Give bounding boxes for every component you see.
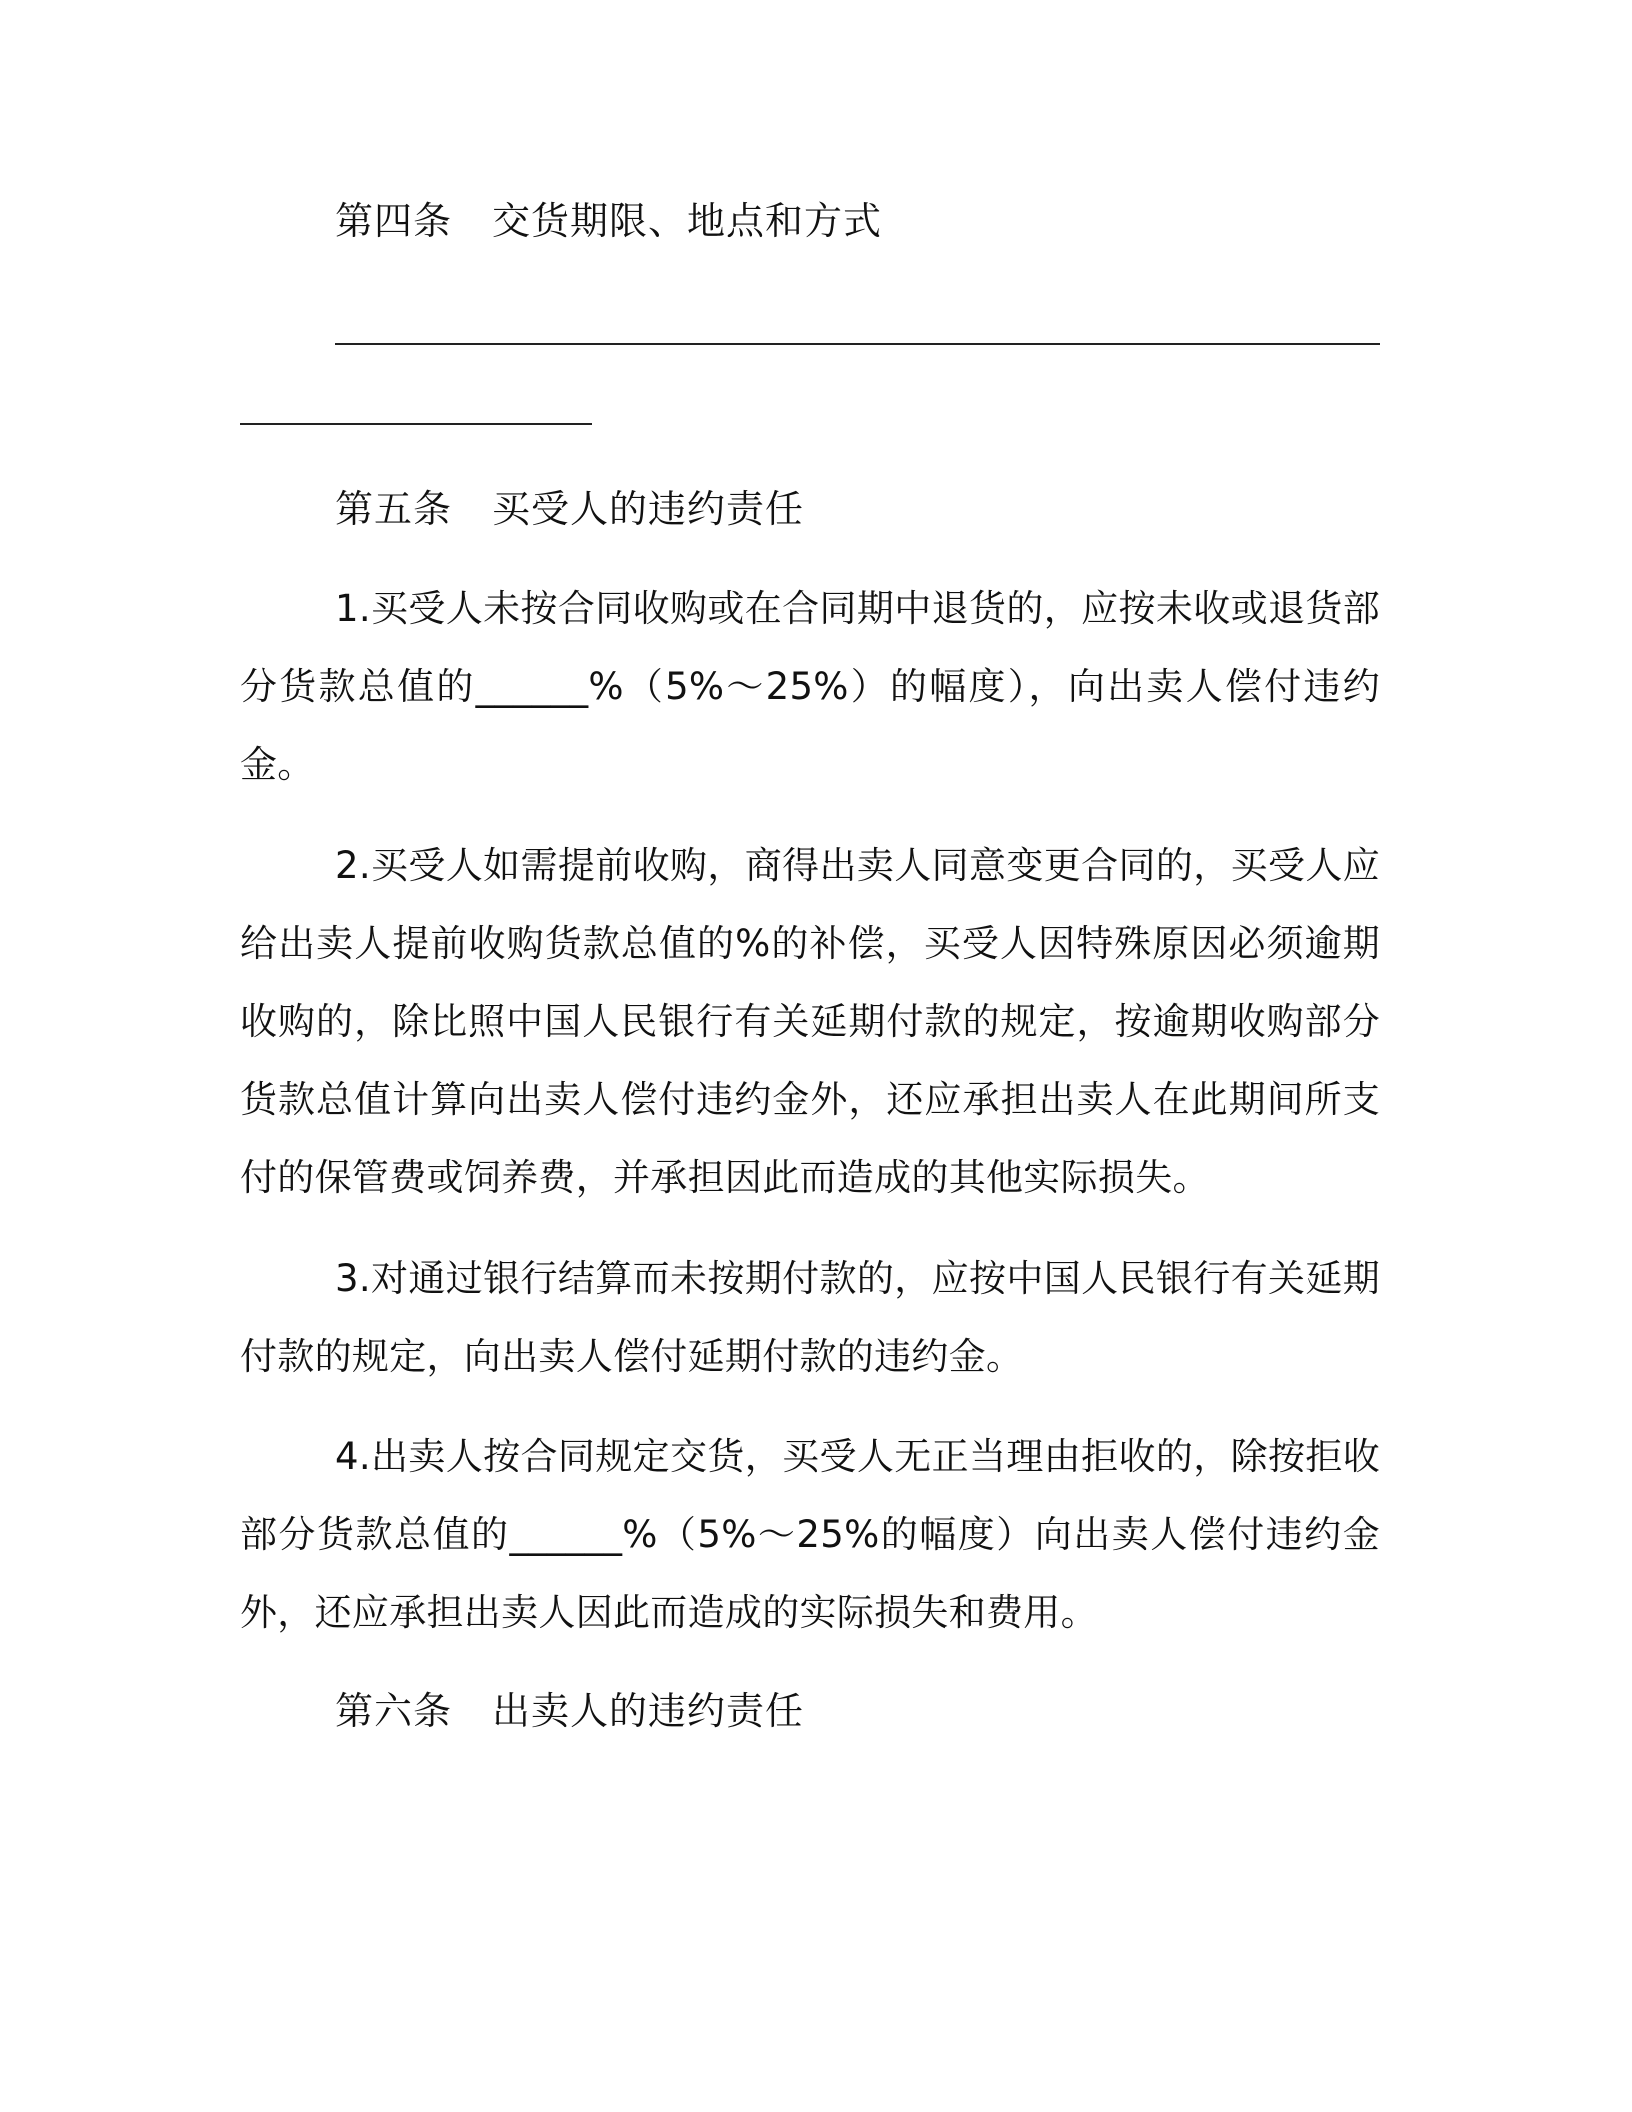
article-6-title: 出卖人的违约责任 xyxy=(492,1689,805,1733)
fill-in-line-2 xyxy=(240,423,592,425)
article-5-number: 第五条 xyxy=(335,487,453,531)
article-5-title: 买受人的违约责任 xyxy=(492,487,805,531)
article-5-clause-4: 4.出卖人按合同规定交货，买受人无正当理由拒收的，除按拒收部分货款总值的______%（5%～25%的幅度）向出卖人偿付违约金外，还应承担出卖人因此而造成的实际损失和费用。 xyxy=(240,1435,1380,1634)
article-4-heading xyxy=(335,190,882,245)
article-4-title: 交货期限、地点和方式 xyxy=(492,199,883,243)
article-5-heading xyxy=(335,478,804,533)
article-5-clause-1: 1.买受人未按合同收购或在合同期中退货的，应按未收或退货部分货款总值的______%（5%～25%）的幅度），向出卖人偿付违约金。 xyxy=(240,587,1380,786)
fill-in-line-1 xyxy=(335,343,1380,345)
article-4-number: 第四条 xyxy=(335,199,453,243)
article-6-heading xyxy=(335,1680,804,1735)
article-5-clause-2: 2.买受人如需提前收购，商得出卖人同意变更合同的，买受人应给出卖人提前收购货款总值的%的补偿，买受人因特殊原因必须逾期收购的，除比照中国人民银行有关延期付款的规定，按逾期收购部分货款总值计算向出卖人偿付违约金外，还应承担出卖人在此期间所支付的保管费或饲养费，并承担因此而造成的其他实际损失。 xyxy=(240,844,1380,1199)
article-5-clause-3: 3.对通过银行结算而未按期付款的，应按中国人民银行有关延期付款的规定，向出卖人偿付延期付款的违约金。 xyxy=(240,1257,1380,1378)
article-6-number: 第六条 xyxy=(335,1689,453,1733)
